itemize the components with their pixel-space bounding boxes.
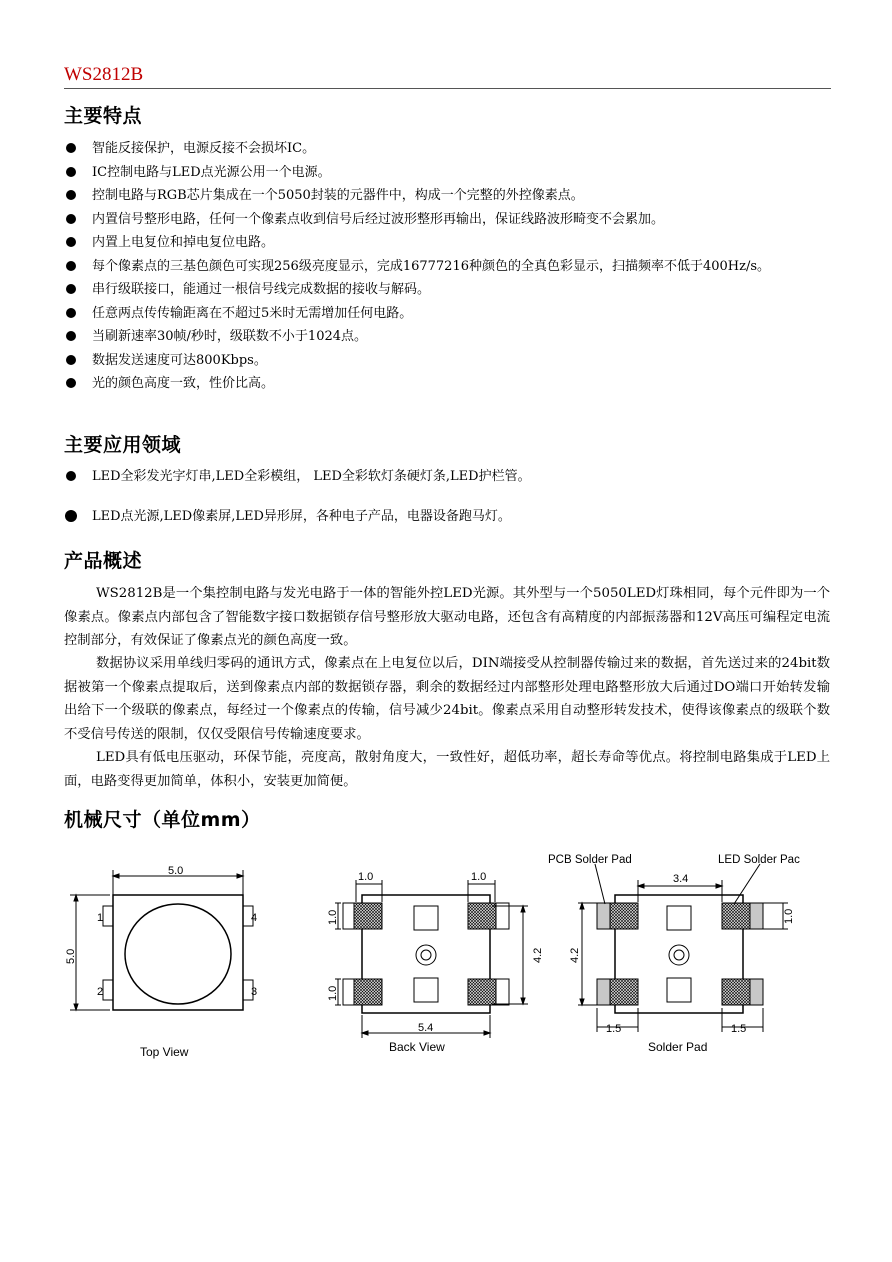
list-item: 任意两点传传输距离在不超过5米时无需增加任何电路。 bbox=[64, 302, 834, 326]
pin-label: 1 bbox=[97, 912, 104, 924]
bullet-icon bbox=[66, 284, 76, 294]
back-view-caption: Back View bbox=[389, 1040, 445, 1054]
top-view-width-label: 5.0 bbox=[168, 865, 184, 877]
led-solder-pad-label: LED Solder Pac bbox=[718, 854, 800, 866]
list-item: 每个像素点的三基色颜色可实现256级亮度显示，完成16777216种颜色的全真色彩显示，扫描频率不低于400Hz/s。 bbox=[64, 255, 834, 279]
bullet-icon bbox=[66, 355, 76, 365]
list-item: 光的颜色高度一致，性价比高。 bbox=[64, 372, 834, 396]
back-view-pad-width-label: 1.0 bbox=[471, 871, 487, 883]
bullet-icon bbox=[66, 471, 76, 481]
applications-list bbox=[64, 465, 834, 528]
pin-label: 3 bbox=[251, 986, 258, 998]
back-view-width-label: 5.4 bbox=[418, 1022, 434, 1034]
list-item: 数据发送速度可达800Kbps。 bbox=[64, 349, 834, 373]
applications-heading: 主要应用领域 bbox=[64, 434, 182, 456]
pin-label: 2 bbox=[97, 986, 104, 998]
back-view-height-label: 4.2 bbox=[532, 947, 544, 963]
solder-pad-figure bbox=[578, 864, 788, 1032]
solder-pad-right-width-label: 1.5 bbox=[731, 1023, 747, 1035]
back-view-figure bbox=[335, 880, 528, 1038]
bullet-icon bbox=[66, 214, 76, 224]
bullet-icon bbox=[66, 143, 76, 153]
list-item: IC控制电路与LED点光源公用一个电源。 bbox=[64, 161, 834, 185]
mechanical-heading: 机械尺寸（单位mm） bbox=[64, 809, 261, 831]
bullet-icon bbox=[66, 190, 76, 200]
bullet-icon bbox=[66, 167, 76, 177]
list-item: LED全彩发光字灯串,LED全彩模组， LED全彩软灯条硬灯条,LED护栏管。 bbox=[64, 465, 834, 489]
list-item: LED点光源,LED像素屏,LED异形屏，各种电子产品，电器设备跑马灯。 bbox=[64, 505, 834, 529]
solder-pad-height-label: 4.2 bbox=[569, 947, 581, 963]
solder-pad-spacing-label: 3.4 bbox=[673, 873, 689, 885]
features-heading: 主要特点 bbox=[64, 105, 143, 127]
bullet-icon bbox=[66, 237, 76, 247]
list-item: 控制电路与RGB芯片集成在一个5050封装的元器件中，构成一个完整的外控像素点。 bbox=[64, 184, 834, 208]
mechanical-drawing bbox=[40, 840, 840, 1080]
document-header-title: WS2812B bbox=[64, 64, 144, 85]
overview-paragraph-2: 数据协议采用单线归零码的通讯方式，像素点在上电复位以后，DIN端接受从控制器传输过来的数据，首先送过来的24bit数据被第一个像素点提取后，送到像素点内部的数据锁存器，剩余的数据经过内部整形处理电路整形放大后通过DO端口开始转发输出给下一个级联的像素点，每经过一个像素点的传输，信号减少24bit。像素点采用自动整形转发技术，使得该像素点的级联个数不受信号传送的限制，仅仅受限信号传输速度要求。 bbox=[64, 656, 830, 742]
bullet-icon bbox=[66, 331, 76, 341]
bullet-icon bbox=[66, 308, 76, 318]
solder-pad-caption: Solder Pad bbox=[648, 1040, 708, 1054]
top-view-caption: Top View bbox=[140, 1045, 189, 1059]
back-view-pad-height-label: 1.0 bbox=[327, 985, 339, 1001]
pin-label: 4 bbox=[251, 912, 258, 924]
list-item: 串行级联接口，能通过一根信号线完成数据的接收与解码。 bbox=[64, 278, 834, 302]
solder-pad-left-width-label: 1.5 bbox=[606, 1023, 622, 1035]
top-view-height-label: 5.0 bbox=[65, 948, 77, 964]
features-list bbox=[64, 137, 834, 396]
overview-heading: 产品概述 bbox=[64, 550, 143, 572]
list-item: 内置信号整形电路，任何一个像素点收到信号后经过波形整形再输出，保证线路波形畸变不会累加。 bbox=[64, 208, 834, 232]
list-item: 当刷新速率30帧/秒时，级联数不小于1024点。 bbox=[64, 325, 834, 349]
back-view-pad-height-label: 1.0 bbox=[327, 909, 339, 925]
header-divider bbox=[64, 88, 831, 89]
overview-paragraph-3: LED具有低电压驱动，环保节能，亮度高，散射角度大，一致性好，超低功率，超长寿命等优点。将控制电路集成于LED上面，电路变得更加简单，体积小，安装更加简便。 bbox=[64, 750, 830, 789]
bullet-icon bbox=[65, 510, 77, 522]
bullet-icon bbox=[66, 261, 76, 271]
pcb-solder-pad-label: PCB Solder Pad bbox=[548, 854, 632, 866]
list-item: 智能反接保护，电源反接不会损坏IC。 bbox=[64, 137, 834, 161]
solder-pad-pad-height-label: 1.0 bbox=[783, 908, 795, 924]
overview-paragraph-1: WS2812B是一个集控制电路与发光电路于一体的智能外控LED光源。其外型与一个5050LED灯珠相同，每个元件即为一个像素点。像素点内部包含了智能数字接口数据锁存信号整形放大驱动电路，还包含有高精度的内部振荡器和12V高压可编程定电流控制部分，有效保证了像素点光的颜色高度一致。 bbox=[64, 586, 830, 648]
back-view-pad-width-label: 1.0 bbox=[358, 871, 374, 883]
bullet-icon bbox=[66, 378, 76, 388]
list-item: 内置上电复位和掉电复位电路。 bbox=[64, 231, 834, 255]
